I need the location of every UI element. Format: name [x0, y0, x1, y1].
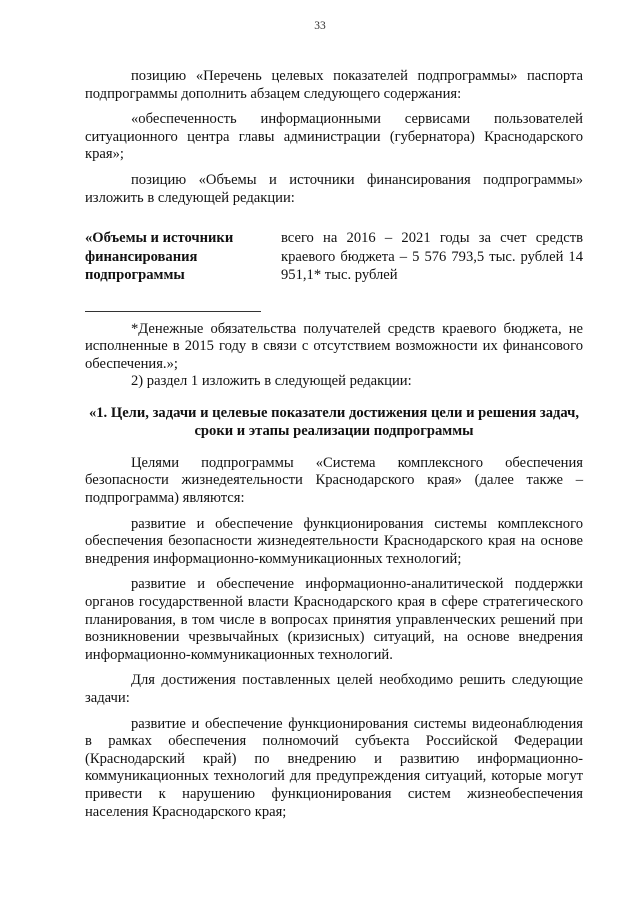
paragraph: Целями подпрограммы «Система комплексного обеспечения безопасности жизнедеятельности Краснодарского края» (далее также – подпрограмма) являются: [85, 454, 583, 506]
financing-value: всего на 2016 – 2021 годы за счет средств краевого бюджета – 5 576 793,5 тыс. рублей 14 951,1* тыс. рублей [281, 230, 583, 284]
paragraph: «обеспеченность информационными сервисами пользователей ситуационного центра главы администрации (губернатора) Краснодарского края»; [85, 111, 583, 163]
paragraph: развитие и обеспечение функционирования системы видеонаблюдения в рамках обеспечения полномочий субъекта Российской Федерации (Краснодарский край) по внедрению и развитию информационно-коммуникационных технологий для предупреждения ситуаций, которые могут привести к нарушению функционирования систем жизнеобеспечения населения Краснодарского края; [85, 715, 583, 820]
page-number: 33 [314, 20, 326, 32]
section-heading: «1. Цели, задачи и целевые показатели достижения цели и решения задач, сроки и этапы реализации подпрограммы [88, 405, 580, 439]
document-body [85, 68, 583, 821]
footnote: *Денежные обязательства получателей средств краевого бюджета, не исполненные в 2015 году в связи с отсутствием возможности их финансового обеспечения.»; [85, 320, 583, 372]
paragraph: развитие и обеспечение функционирования системы комплексного обеспечения безопасности жизнедеятельности Краснодарского края на основе внедрения информационно-коммуникационных технологий; [85, 515, 583, 567]
financing-label: «Объемы и источники финансирования подпрограммы [85, 230, 234, 284]
paragraph: Для достижения поставленных целей необходимо решить следующие задачи: [85, 672, 583, 706]
paragraph: позицию «Перечень целевых показателей подпрограммы» паспорта подпрограммы дополнить абзацем следующего содержания: [85, 68, 583, 102]
footnote-divider [85, 311, 261, 312]
financing-table-row [85, 229, 583, 285]
paragraph: позицию «Объемы и источники финансирования подпрограммы» изложить в следующей редакции: [85, 171, 583, 206]
paragraph: развитие и обеспечение информационно-аналитической поддержки органов государственной власти Краснодарского края в сфере стратегического планирования, в том числе в вопросах принятия управленческих решений при возникновении чрезвычайных (кризисных) ситуаций, на основе внедрения информационно-коммуникационных технологий. [85, 576, 583, 663]
section-instruction: 2) раздел 1 изложить в следующей редакции: [131, 373, 412, 390]
